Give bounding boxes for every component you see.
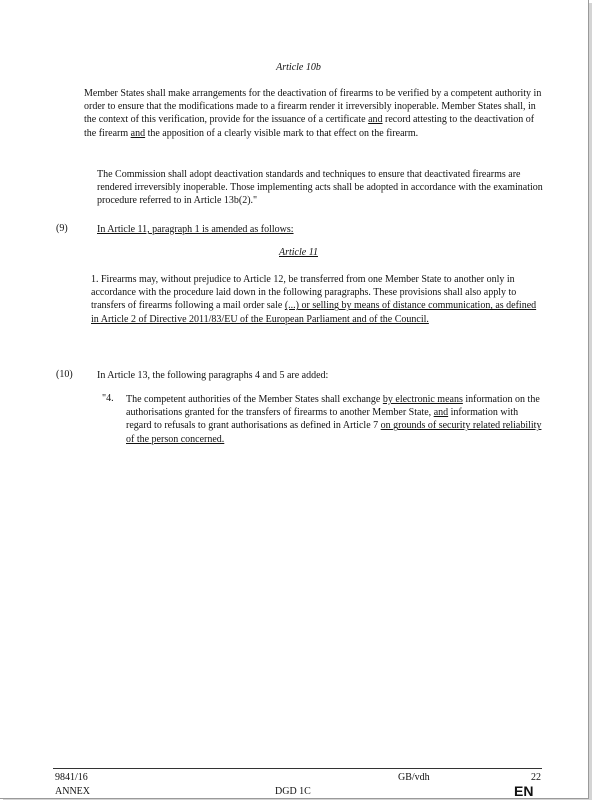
paragraph-4-text: The competent authorities of the Member States shall exchange by electronic means information on the authorisations granted for the transfers of firearms to another Member State, and information with regard to refusals to grant authorisations as defined in Article 7 on grounds of security related reliability of the person concerned. [126,394,542,445]
article-10b-paragraph-1: Member States shall make arrangements for the deactivation of firearms to be verified by a competent authority in order to ensure that the modifications made to a firearm render it irreversibly inoperable. Member States shall, in the context of this verification, provide for the issuance of a certificate and record attesting to the deactivation of the firearm and the apposition of a clearly visible mark to that effect on the firearm. [84,88,542,139]
item-10-intro: In Article 13, the following paragraphs 4 and 5 are added: [97,370,329,381]
article-11-heading: Article 11 [279,247,318,258]
footer-page-number: 22 [531,772,541,783]
paragraph-4-number: "4. [102,393,114,404]
footer-dgd: DGD 1C [275,786,311,797]
footer-initials: GB/vdh [398,772,430,783]
footer-divider [53,768,542,769]
item-9-intro: In Article 11, paragraph 1 is amended as follows: [97,224,294,235]
article-10b-heading: Article 10b [276,62,321,73]
item-10-number: (10) [56,369,73,380]
item-9-number: (9) [56,223,68,234]
footer-doc-number: 9841/16 [55,772,88,783]
footer-annex: ANNEX [55,786,90,797]
article-10b-paragraph-2: The Commission shall adopt deactivation standards and techniques to ensure that deactivated firearms are rendered irreversibly inoperable. Those implementing acts shall be adopted in accordance with the examination procedure referred to in Article 13b(2)." [97,169,543,207]
footer-language: EN [514,783,534,799]
article-11-paragraph: 1. Firearms may, without prejudice to Article 12, be transferred from one Member State to another only in accordance with the procedure laid down in the following paragraphs. These provisions shall also apply to transfers of firearms following a mail order sale (...) or selling by means of distance communication, as defined in Article 2 of Directive 2011/83/EU of the European Parliament and of the Council. [91,274,537,325]
